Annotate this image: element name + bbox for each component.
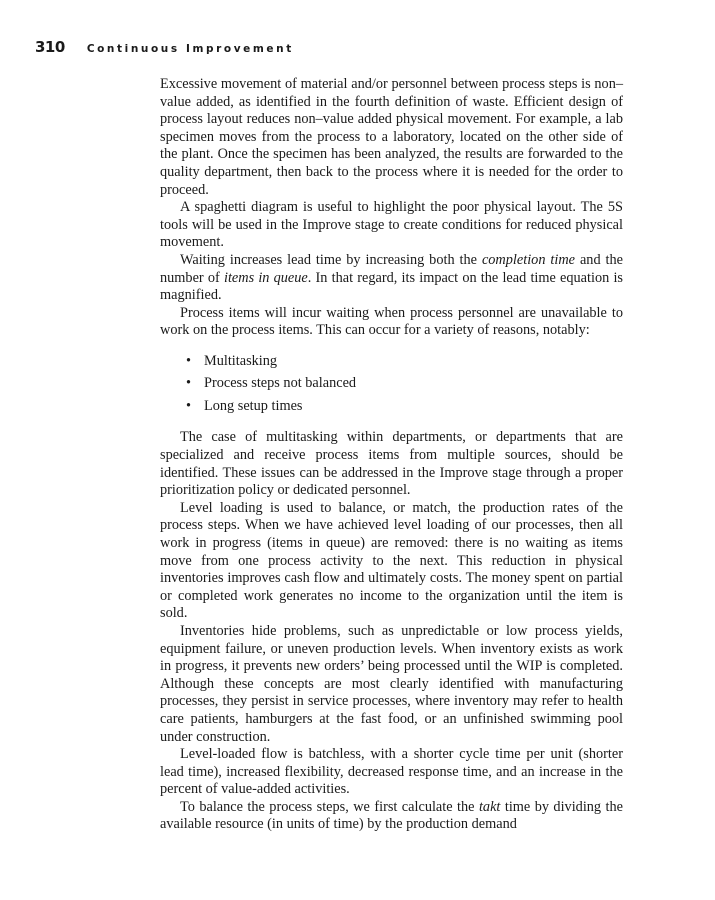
text-run: Waiting increases lead time by increasing both the: [180, 251, 482, 268]
emphasis-items-in-queue: items in queue: [223, 269, 308, 286]
page-number: 310: [35, 38, 65, 56]
paragraph-process-items-waiting: Process items will incur waiting when process personnel are unavailable to work on the process items. This can occur for a variety of reasons, notably:: [160, 304, 623, 339]
paragraph-takt-time: [160, 799, 623, 834]
text-run: time by dividing the available resource (in units of time) by the production demand: [160, 798, 623, 833]
list-item: [186, 350, 623, 373]
text-run: To balance the process steps, we first calculate the: [180, 798, 479, 815]
list-item-text: Process steps not balanced: [204, 375, 357, 392]
bullet-icon: •: [186, 375, 192, 392]
chapter-title: Continuous Improvement: [86, 43, 294, 55]
reasons-bullet-list: [160, 350, 623, 418]
paragraph-multitasking: The case of multitasking within departments, or departments that are specialized and receive process items from multiple sources, should be identified. These issues can be addressed in the Improve stage through a proper prioritization policy or dedicated personnel.: [160, 429, 623, 499]
emphasis-takt: takt: [478, 798, 501, 815]
text-run: and the number of: [160, 251, 623, 286]
running-head: [35, 38, 294, 56]
paragraph-level-loading: Level loading is used to balance, or match, the production rates of the process steps. When we have achieved level loading of our processes, then all work in progress (items in queue) are removed: there is no waiting as items move from one process activity to the next. This reduction in physical inventories improves cash flow and ultimately costs. The money spent on partial or completed work generates no income to the organization until the item is sold.: [160, 499, 623, 622]
paragraph-waiting: [160, 252, 623, 305]
list-item: [186, 395, 623, 418]
list-item: [186, 372, 623, 395]
body-text: [160, 76, 623, 834]
list-item-text: Multitasking: [204, 352, 278, 369]
paragraph-level-loaded-flow: Level-loaded flow is batchless, with a shorter cycle time per unit (shorter lead time), increased flexibility, decreased response time, and an increase in the percent of value-added activities.: [160, 746, 623, 798]
emphasis-completion-time: completion time: [481, 251, 576, 268]
paragraph-waste-movement: Excessive movement of material and/or personnel between process steps is non–value added, as identified in the fourth definition of waste. Efficient design of process layout reduces non–value added physical movement. For example, a lab specimen moves from the process to a laboratory, located on the other side of the plant. Once the specimen has been analyzed, the results are forwarded to the quality department, then back to the process where it is needed for the order to proceed.: [160, 76, 623, 198]
list-item-text: Long setup times: [204, 397, 303, 414]
text-run: . In that regard, its impact on the lead time equation is magnified.: [160, 269, 623, 304]
bullet-icon: •: [186, 352, 192, 369]
paragraph-spaghetti-diagram: A spaghetti diagram is useful to highlight the poor physical layout. The 5S tools will be used in the Improve stage to create conditions for reduced physical movement.: [160, 199, 623, 251]
paragraph-inventories: Inventories hide problems, such as unpredictable or low process yields, equipment failure, or uneven production levels. When inventory exists as work in progress, it prevents new orders’ being processed until the WIP is completed. Although these concepts are most clearly identified with manufacturing processes, they persist in service processes, where inventory may refer to health care patients, hamburgers at the fast food, or an unfinished swimming pool under construction.: [160, 622, 623, 745]
bullet-icon: •: [186, 397, 192, 414]
